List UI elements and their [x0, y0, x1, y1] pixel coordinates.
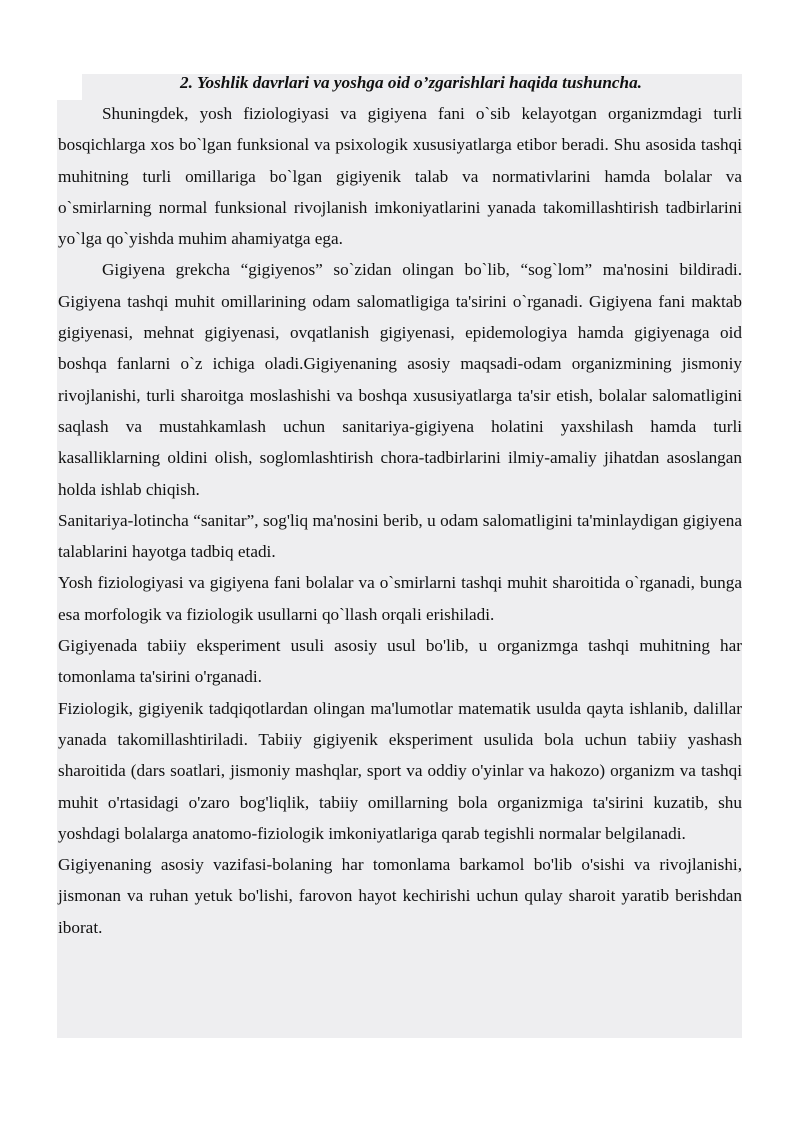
paragraph-research-data: Fiziologik, gigiyenik tadqiqotlardan olingan ma'lumotlar matematik usulda qayta ishlanib, dalillar yanada takomillashtiriladi. Tabiiy gigiyenik eksperiment usulida bola uchun tabiiy yashash sharoitida (dars soatlari, jismoniy mashqlar, sport va oddiy o'yinlar va hakozo) organizm va tashqi muhit o'rtasidagi o'zaro bog'liqlik, tabiiy omillarning bola organizmiga ta'sirini kuzatib, shu yoshdagi bolalarga anatomo-fiziologik imkoniyatlariga qarab tegishli normalar belgilanadi. — [58, 698, 742, 843]
paragraph-hygiene-definition: Gigiyena grekcha “gigiyenos” so`zidan olingan bo`lib, “sog`lom” ma'nosini bildiradi. Gigiyena tashqi muhit omillarining odam salomatligiga ta'sirini o`rganadi. Gigiyena fani maktab gigiyenasi, mehnat gigiyenasi, ovqatlanish gigiyenasi, epidemologiya hamda gigiyenaga oid boshqa fanlarni o`z ichiga oladi.Gigiyenaning asosiy maqsadi-odam organizmining jismoniy rivojlanishi, turli sharoitga moslashishi va boshqa xususiyatlarga ta'sir etish, bolalar salomatligini saqlash va mustahkamlash uchun sanitariya-gigiyena holatini yaxshilash hamda turli kasalliklarning oldini olish, soglomlashtirish chora-tadbirlarini ilmiy-amaliy jihatdan asoslangan holda ishlab chiqish. — [58, 260, 742, 499]
paragraph-sanitation: Sanitariya-lotincha “sanitar”, sog'liq ma'nosini berib, u odam salomatligini ta'minlaydigan gigiyena talablarini hayotga tadbiq etadi. — [58, 510, 742, 562]
document-content — [58, 72, 742, 943]
paragraph-intro: Shuningdek, yosh fiziologiyasi va gigiyena fani o`sib kelayotgan organizmdagi turli bosqichlarga xos bo`lgan funksional va psixologik xususiyatlarga etibor beradi. Shu asosida tashqi muhitning turli omillariga bo`lgan gigiyenik talab va normativlarini hamda bolalar va o`smirlarning normal funksional rivojlanish imkoniyatlarini yanada takomillashtirish tadbirlarini yo`lga qo`yishda muhim ahamiyatga ega. — [58, 104, 742, 249]
paragraph-main-task: Gigiyenaning asosiy vazifasi-bolaning har tomonlama barkamol bo'lib o'sishi va rivojlanishi, jismonan va ruhan yetuk bo'lishi, farovon hayot kechirishi uchun qulay sharoit yaratib berishdan iborat. — [58, 855, 742, 937]
section-heading: 2. Yoshlik davrlari va yoshga oid o’zgarishlari haqida tushuncha. — [180, 73, 642, 92]
paragraph-study-methods: Yosh fiziologiyasi va gigiyena fani bolalar va o`smirlarni tashqi muhit sharoitida o`rganadi, bunga esa morfologik va fiziologik usullarni qo`llash orqali erishiladi. — [58, 573, 742, 624]
paragraph-natural-experiment: Gigiyenada tabiiy eksperiment usuli asosiy usul bo'lib, u organizmga tashqi muhitning har tomonlama ta'sirini o'rganadi. — [58, 636, 742, 687]
